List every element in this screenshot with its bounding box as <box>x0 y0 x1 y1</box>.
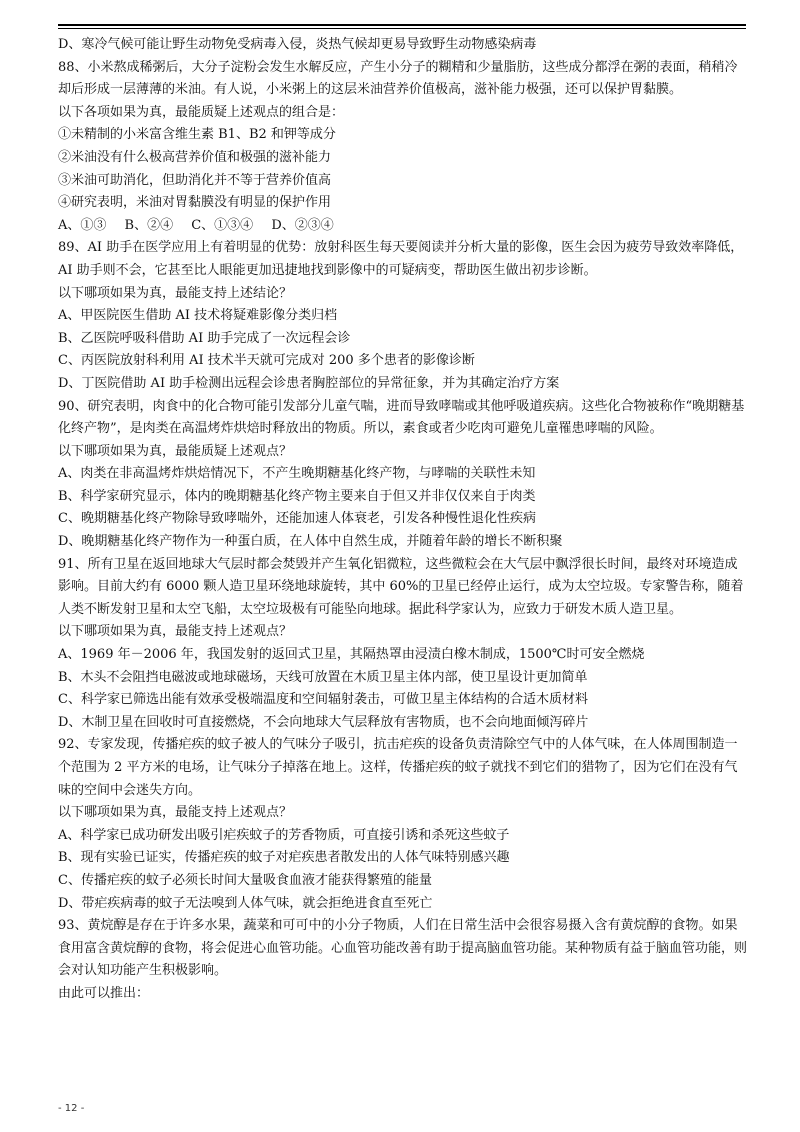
q88-item-2: ②米油没有什么极高营养价值和极强的滋补能力 <box>58 149 332 165</box>
q88-option-c: C、①③④ <box>191 217 254 233</box>
q88-item-1: ①未精制的小米富含维生素 B1、B2 和钾等成分 <box>58 127 336 143</box>
q92-stem: 92、专家发现，传播疟疾的蚊子被人的气味分子吸引，抗击疟疾的设备负责清除空气中的人体气味，在人体周围制造一个范围为 2 平方米的电场，让气味分子掉落在地上。这样，传播疟疾的蚊子就找不到它们的猎物了，因为它们在没有气味的空间中会迷失方向。 <box>58 737 738 798</box>
q90-option-d: D、晚期糖基化终产物作为一种蛋白质，在人体中自然生成，并随着年龄的增长不断积聚 <box>58 534 563 550</box>
q91-option-a: A、1969 年－2006 年，我国发射的返回式卫星，其隔热罩由浸渍白橡木制成，1500℃时可安全燃烧 <box>58 647 645 663</box>
q90-option-a: A、肉类在非高温烤炸烘焙情况下，不产生晚期糖基化终产物，与哮喘的关联性未知 <box>58 466 536 482</box>
q92-option-a: A、科学家已成功研发出吸引疟疾蚊子的芳香物质，可直接引诱和杀死这些蚊子 <box>58 827 510 843</box>
q91-option-b: B、木头不会阻挡电磁波或地球磁场，天线可放置在木质卫星主体内部，使卫星设计更加简单 <box>58 669 588 685</box>
q92-option-b: B、现有实验已证实，传播疟疾的蚊子对疟疾患者散发出的人体气味特别感兴趣 <box>58 850 510 866</box>
q90-stem: 90、研究表明，肉食中的化合物可能引发部分儿童气喘，进而导致哮喘或其他呼吸道疾病。这些化合物被称作“晚期糖基化终产物”，是肉类在高温烤炸烘焙时释放出的物质。所以，素食或者少吃肉可避免儿童罹患哮喘的风险。 <box>58 398 745 437</box>
q88-option-d: D、②③④ <box>271 217 334 233</box>
q89-stem: 89、AI 助手在医学应用上有着明显的优势：放射科医生每天要阅读并分析大量的影像，医生会因为疲劳导致效率降低，AI 助手则不会，它甚至比人眼能更加迅捷地找到影像中的可疑病变，帮助医生做出初步诊断。 <box>58 240 744 278</box>
q89-option-c: C、丙医院放射科利用 AI 技术半天就可完成对 200 多个患者的影像诊断 <box>58 353 475 369</box>
q93-question: 由此可以推出： <box>58 985 150 1001</box>
header-rule-thick <box>58 24 746 26</box>
q93-stem: 93、黄烷醇是存在于许多水果，蔬菜和可可中的小分子物质，人们在日常生活中会很容易摄入含有黄烷醇的食物。如果食用富含黄烷醇的食物，将会促进心血管功能。心血管功能改善有助于提高脑血管功能。某种物质有益于脑血管功能，则会对认知功能产生积极影响。 <box>58 918 748 979</box>
q88-option-b: B、②④ <box>124 217 174 233</box>
q90-question: 以下哪项如果为真，最能质疑上述观点？ <box>58 443 293 459</box>
q91-question: 以下哪项如果为真，最能支持上述观点？ <box>58 624 293 640</box>
q92-question: 以下哪项如果为真，最能支持上述观点？ <box>58 805 293 821</box>
q91-stem: 91、所有卫星在返回地球大气层时都会焚毁并产生氧化铝微粒，这些微粒会在大气层中飘浮很长时间，最终对环境造成影响。目前大约有 6000 颗人造卫星环绕地球旋转，其中 60%的卫星已经停止运行，成为太空垃圾。专家警告称，随着人类不断发射卫星和太空飞船，太空垃圾极有可能坠向地球。据此科学家认为，应致力于研发木质人造卫星。 <box>58 556 744 617</box>
q89-question: 以下哪项如果为真，最能支持上述结论？ <box>58 285 293 301</box>
q88-item-3: ③米油可助消化，但助消化并不等于营养价值高 <box>58 172 332 188</box>
q91-option-c: C、科学家已筛选出能有效承受极端温度和空间辐射袭击，可做卫星主体结构的合适木质材料 <box>58 692 588 708</box>
q89-option-b: B、乙医院呼吸科借助 AI 助手完成了一次远程会诊 <box>58 330 351 346</box>
prev-question-option-d: D、寒冷气候可能让野生动物免受病毒入侵，炎热气候却更易导致野生动物感染病毒 <box>58 37 537 52</box>
q90-option-b: B、科学家研究显示，体内的晚期糖基化终产物主要来自于但又并非仅仅来自于肉类 <box>58 488 536 504</box>
q88-stem: 88、小米熬成稀粥后，大分子淀粉会发生水解反应，产生小分子的糊精和少量脂肪，这些成分都浮在粥的表面，稍稍冷却后形成一层薄薄的米油。有人说，小米粥上的这层米油营养价值极高，滋补能力极强，还可以保护胃黏膜。 <box>58 59 738 98</box>
q92-option-d: D、带疟疾病毒的蚊子无法嗅到人体气味，就会拒绝进食直至死亡 <box>58 895 433 911</box>
q88-option-a: A、①③ <box>58 217 107 233</box>
q92-option-c: C、传播疟疾的蚊子必须长时间大量吸食血液才能获得繁殖的能量 <box>58 872 432 888</box>
page-number: - 12 - <box>58 1103 85 1114</box>
q88-item-4: ④研究表明，米油对胃黏膜没有明显的保护作用 <box>58 195 332 211</box>
header-rule-thin <box>58 28 746 29</box>
q89-option-d: D、丁医院借助 AI 助手检测出远程会诊患者胸腔部位的异常征象，并为其确定治疗方案 <box>58 375 560 391</box>
q89-option-a: A、甲医院医生借助 AI 技术将疑难影像分类归档 <box>58 308 338 324</box>
q88-options <box>58 215 748 238</box>
q88-question: 以下各项如果为真，最能质疑上述观点的组合是： <box>58 104 345 120</box>
q91-option-d: D、木制卫星在回收时可直接燃烧，不会向地球大气层释放有害物质，也不会向地面倾泻碎片 <box>58 714 589 730</box>
q90-option-c: C、晚期糖基化终产物除导致哮喘外，还能加速人体衰老，引发各种慢性退化性疾病 <box>58 511 536 527</box>
document-body <box>58 34 748 1006</box>
